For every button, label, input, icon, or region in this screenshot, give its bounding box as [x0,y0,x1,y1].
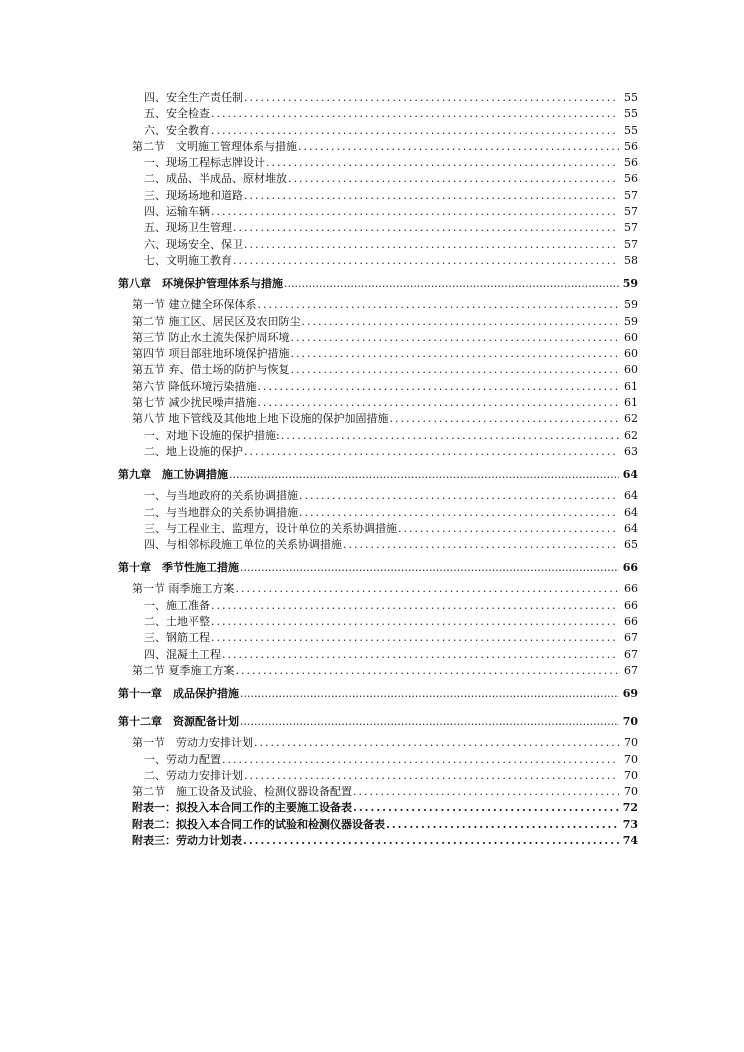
toc-entry-label: 四、与相邻标段施工单位的关系协调措施 [144,538,342,552]
toc-entry-label: 第一节 劳动力安排计划 [132,736,253,750]
toc-page-number: 64 [624,505,638,519]
toc-entry-label: 六、安全教育 [144,123,210,137]
toc-entry-label: 第八节 地下管线及其他地上地下设施的保护加固措施 [132,412,389,426]
toc-page-number: 66 [624,598,638,612]
toc-entry-label: 第二节 夏季施工方案 [132,663,235,677]
toc-page-number: 57 [624,237,638,251]
toc-entry[interactable] [118,630,638,646]
toc-page-number: 67 [624,647,638,661]
toc-entry[interactable] [118,123,638,139]
toc-entry-label: 第五节 弃、借土场的防护与恢复 [132,363,290,377]
toc-leader-dots [211,614,619,630]
toc-entry[interactable] [118,253,638,269]
toc-leader-dots [211,630,619,646]
toc-page-number: 60 [624,347,638,361]
toc-entry[interactable] [118,346,638,362]
toc-leader-dots [211,204,619,220]
toc-leader-dots [211,106,619,122]
toc-leader-dots [254,735,619,751]
toc-leader-dots [211,598,619,614]
toc-leader-dots [291,346,620,362]
toc-entry-label: 三、钢筋工程 [144,631,210,645]
toc-entry[interactable] [118,220,638,236]
toc-leader-dots [244,768,619,784]
toc-entry-label: 第七节 减少扰民噪声措施 [132,396,257,410]
toc-page-number: 66 [622,561,638,575]
toc-page-number: 65 [624,538,638,552]
toc-page-number: 56 [624,172,638,186]
toc-page-number: 66 [624,582,638,596]
toc-entry-label: 第十二章 资源配备计划 [118,715,239,729]
toc-entry[interactable] [118,411,638,427]
toc-entry-label: 附表三：劳动力计划表 [132,833,242,847]
toc-entry[interactable] [118,330,638,346]
toc-page-number: 64 [624,521,638,535]
toc-entry[interactable] [118,735,638,751]
toc-entry[interactable] [118,90,638,106]
toc-leader-dots [244,237,619,253]
toc-entry[interactable] [118,614,638,630]
toc-entry-label: 二、与当地群众的关系协调措施 [144,505,298,519]
toc-leader-dots [233,253,619,269]
toc-page-number: 63 [624,444,638,458]
toc-entry-label: 一、与当地政府的关系协调措施 [144,489,298,503]
toc-entry[interactable] [118,488,638,504]
toc-entry[interactable] [118,204,638,220]
toc-leader-dots [233,220,619,236]
toc-entry[interactable] [118,395,638,411]
toc-entry-label: 第二节 文明施工管理体系与措施 [132,139,297,153]
toc-entry[interactable] [118,505,638,521]
toc-entry[interactable] [118,581,638,597]
toc-entry-label: 二、地上设施的保护 [144,444,243,458]
toc-leader-dots [222,752,619,768]
toc-entry-label: 五、现场卫生管理 [144,221,232,235]
toc-leader-dots [244,188,619,204]
toc-page-number: 70 [622,715,638,729]
toc-page-number: 58 [624,253,638,267]
toc-page-number: 59 [624,314,638,328]
toc-leader-dots [302,314,620,330]
toc-leader-dots [266,155,619,171]
toc-entry[interactable] [118,444,638,460]
toc-leader-dots [222,647,619,663]
toc-entry[interactable] [118,663,638,679]
toc-page-number: 59 [622,277,638,291]
toc-chapter-entry[interactable] [118,555,638,581]
toc-entry-label: 一、劳动力配置 [144,752,221,766]
toc-page-number: 62 [624,412,638,426]
toc-page-number: 70 [624,768,638,782]
toc-page-number: 57 [624,188,638,202]
toc-entry[interactable] [118,362,638,378]
toc-leader-dots [236,663,620,679]
toc-leader-dots [240,709,619,735]
toc-leader-dots [353,784,619,800]
toc-leader-dots [236,581,620,597]
toc-entry-label: 四、运输车辆 [144,205,210,219]
toc-leader-dots [244,90,619,106]
toc-page-number: 62 [624,428,638,442]
toc-entry-label: 五、安全检查 [144,107,210,121]
toc-page-number: 55 [624,107,638,121]
toc-leader-dots [258,297,620,313]
toc-leader-dots [291,362,620,378]
toc-leader-dots [240,681,619,707]
toc-leader-dots [229,462,619,488]
toc-chapter-entry[interactable] [118,271,638,297]
toc-entry[interactable] [118,800,638,816]
toc-page-number: 60 [624,330,638,344]
toc-entry-label: 第十一章 成品保护措施 [118,687,239,701]
toc-entry-label: 附表一：拟投入本合同工作的主要施工设备表 [132,801,352,815]
toc-entry[interactable] [118,188,638,204]
toc-page-number: 56 [624,139,638,153]
toc-entry-label: 七、文明施工教育 [144,253,232,267]
toc-entry[interactable] [118,106,638,122]
toc-entry[interactable] [118,537,638,553]
toc-chapter-entry[interactable] [118,709,638,735]
toc-leader-dots [240,555,619,581]
toc-entry[interactable] [118,155,638,171]
toc-entry-label: 第一节 雨季施工方案 [132,582,235,596]
toc-entry[interactable] [118,784,638,800]
toc-entry[interactable] [118,817,638,833]
toc-leader-dots [298,139,619,155]
toc-entry-label: 二、成品、半成品、原材堆放 [144,172,287,186]
toc-entry-label: 一、施工准备 [144,598,210,612]
toc-leader-dots [281,428,619,444]
toc-entry-label: 一、现场工程标志牌设计 [144,156,265,170]
toc-leader-dots [386,817,619,833]
toc-entry-label: 四、混凝土工程 [144,647,221,661]
toc-entry[interactable] [118,598,638,614]
toc-page-number: 60 [624,363,638,377]
toc-entry-label: 一、对地下设施的保护措施: [144,428,280,442]
toc-entry-label: 第九章 施工协调措施 [118,468,228,482]
toc-leader-dots [343,537,619,553]
toc-page-number: 56 [624,156,638,170]
toc-entry-label: 四、安全生产责任制 [144,91,243,104]
toc-entry-label: 二、土地平整 [144,615,210,629]
toc-entry[interactable] [118,237,638,253]
toc-entry[interactable] [118,171,638,187]
toc-leader-dots [299,488,619,504]
toc-entry-label: 第一节 建立健全环保体系 [132,298,257,312]
toc-chapter-entry[interactable] [118,462,638,488]
toc-page-number: 61 [624,396,638,410]
toc-leader-dots [390,411,620,427]
toc-entry[interactable] [118,833,638,849]
toc-page-number: 61 [624,379,638,393]
toc-page-number: 69 [622,687,638,701]
toc-page-number: 64 [624,489,638,503]
toc-leader-dots [258,379,620,395]
toc-entry-label: 二、劳动力安排计划 [144,768,243,782]
toc-entry[interactable] [118,379,638,395]
toc-entry-label: 第六节 降低环境污染措施 [132,379,257,393]
toc-leader-dots [288,171,619,187]
toc-entry[interactable] [118,647,638,663]
toc-leader-dots [398,521,619,537]
toc-leader-dots [244,444,619,460]
toc-page-number: 70 [624,736,638,750]
toc-entry-label: 第二节 施工设备及试验、检测仪器设备配置 [132,785,352,799]
toc-page-number: 70 [624,785,638,799]
toc-leader-dots [258,395,620,411]
toc-entry[interactable] [118,428,638,444]
toc-entry-label: 附表二：拟投入本合同工作的试验和检测仪器设备表 [132,817,385,831]
toc-page-number: 59 [624,298,638,312]
toc-entry[interactable] [118,768,638,784]
toc-page-number: 72 [622,801,638,815]
toc-leader-dots [211,123,619,139]
toc-page-number: 55 [624,123,638,137]
toc-page-number: 66 [624,615,638,629]
toc-entry[interactable] [118,297,638,313]
toc-entry[interactable] [118,752,638,768]
toc-entry[interactable] [118,139,638,155]
toc-entry-label: 六、现场安全、保卫 [144,237,243,251]
toc-leader-dots [284,271,619,297]
toc-page-number: 70 [624,752,638,766]
toc-page-number: 67 [624,663,638,677]
toc-page-number: 64 [622,468,638,482]
toc-entry-label: 三、与工程业主、监理方，设计单位的关系协调措施 [144,521,397,535]
toc-page-number: 74 [622,833,638,847]
toc-entry-label: 第三节 防止水土流失保护周环境 [132,330,290,344]
toc-entry-label: 第二节 施工区、居民区及农田防尘 [132,314,301,328]
table-of-contents [118,90,638,849]
toc-entry-label: 三、现场场地和道路 [144,188,243,202]
toc-entry[interactable] [118,314,638,330]
toc-leader-dots [353,800,619,816]
toc-page-number: 57 [624,205,638,219]
toc-entry-label: 第八章 环境保护管理体系与措施 [118,277,283,291]
toc-page-number: 57 [624,221,638,235]
toc-leader-dots [243,833,619,849]
toc-entry-label: 第四节 项目部驻地环境保护措施 [132,347,290,361]
toc-page-number: 73 [622,817,638,831]
toc-entry[interactable] [118,521,638,537]
toc-leader-dots [291,330,620,346]
toc-leader-dots [299,505,619,521]
toc-chapter-entry[interactable] [118,681,638,707]
toc-page-number: 67 [624,631,638,645]
toc-page-number: 55 [624,91,638,104]
toc-entry-label: 第十章 季节性施工措施 [118,561,239,575]
